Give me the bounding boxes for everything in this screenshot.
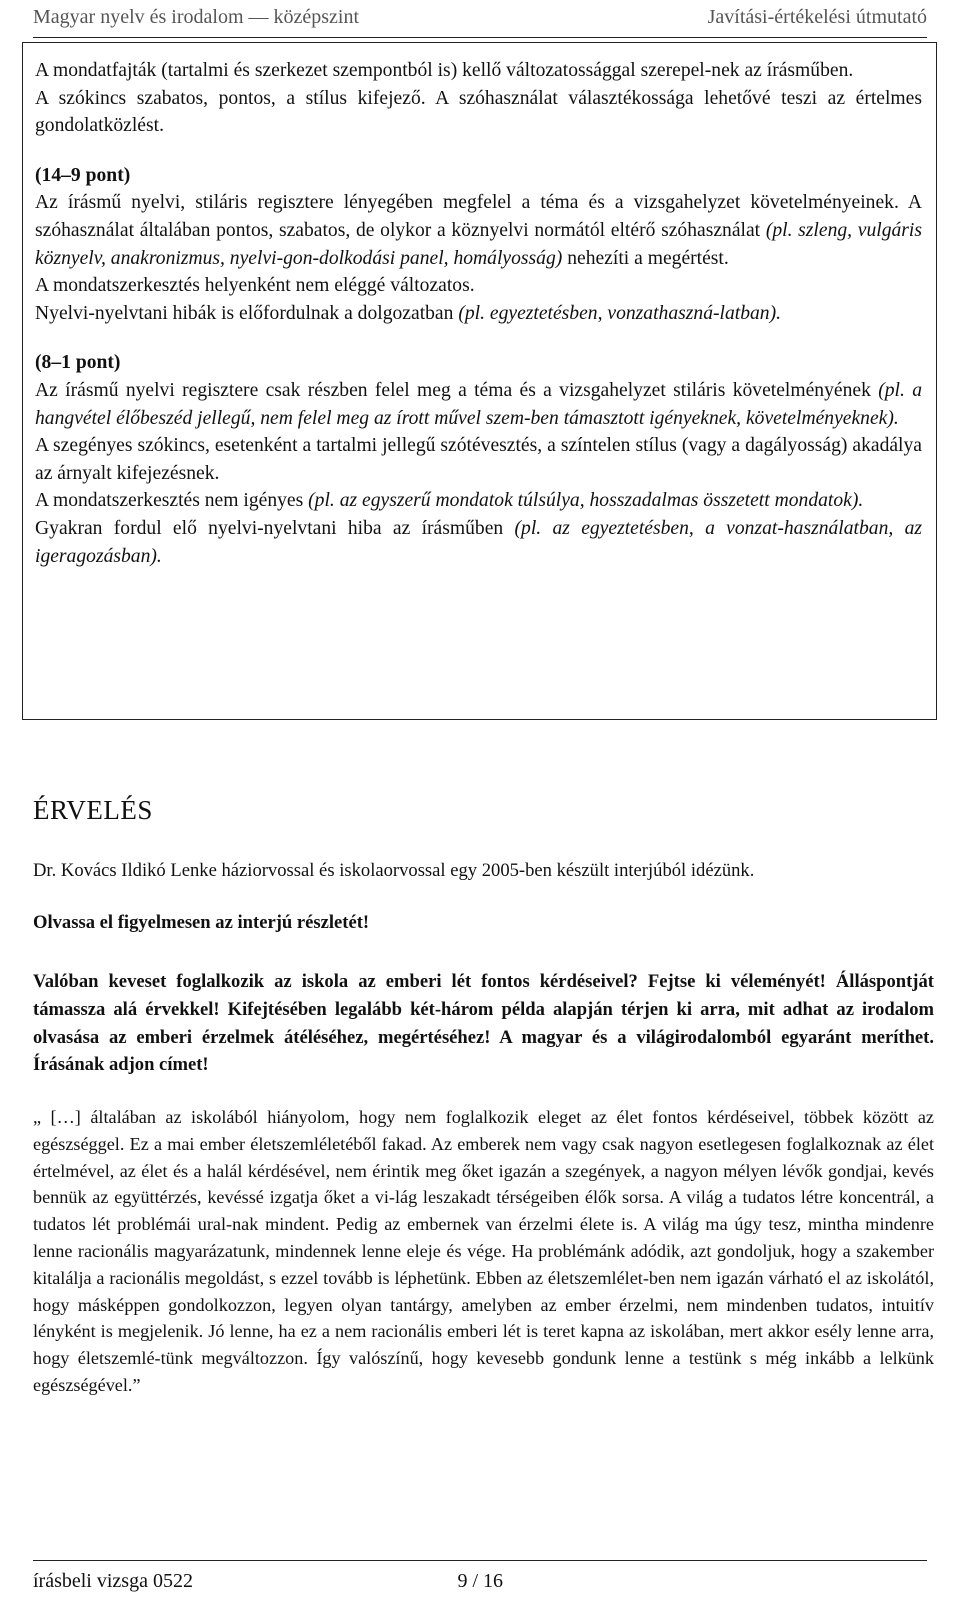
reading-instruction: Olvassa el figyelmesen az interjú részletét! [33,912,370,933]
page-header [33,0,927,38]
interview-quote: „ […] általában az iskolából hiányolom, hogy nem foglalkozik eleget az élet fontos kérdéseivel, többek között az egészséggel. Ez a mai ember életszemléletéből fakad. Az emberek nem vagy csak nagyon esetlegesen foglalkoznak az élet értelmével, az élet és a halál kérdésével, nem érintik meg őket igazán a szegények, a nagyon mélyen lévők gondjai, kevés bennük az együttérzés, kevéssé izgatja őket a vi-lág leszakadt térségeiben élők sorsa. A világ a tudatos létre koncentrál, a tudatos lét problémái ural-nak mindent. Pedig az embernek van érzelmi élete is. A világ ma úgy tesz, mintha mindenre lenne racionális magyarázatunk, mindennek lenne eleje és vége. Ha problémánk adódik, azt gondoljuk, hogy a szakember kitalálja a racionális megoldást, s ezzel tovább is léphetünk. Ebben az életszemlélet-ben nem igazán várható el az iskolától, hogy másképpen gondolkozzon, legyen olyan tantárgy, amelyben az ember érzelmi, nem mindenben tudatos, intuitív lényként is megjelenik. Jó lenne, ha ez a nem racionális emberi lét is teret kapna az iskolában, mert akkor esély lenne arra, hogy életszemlé-tünk megváltozzon. Így valószínű, hogy kevesebb gondunk lenne a testünk s még inkább a lelkünk egészségével.” [33,1107,934,1395]
score-band-8-1: (8–1 pont) [35,352,121,374]
essay-task: Valóban keveset foglalkozik az iskola az emberi lét fontos kérdéseivel? Fejtse ki véleményét! Álláspontját támassza alá érvekkel! Kifejtésében legalább két-három példa alapján térjen ki arra, mit adhat az irodalom olvasása az emberi érzelmek átéléséhez, megértéséhez! A magyar és a világirodalomból egyaránt meríthet. Írásának adjon címet! [33,971,934,1076]
exam-code: írásbeli vizsga 0522 [33,1570,193,1592]
score-band-14-9: (14–9 pont) [35,164,131,186]
criteria-paragraph-1: A mondatfajták (tartalmi és szerkezet szempontból is) kellő változatossággal szerepel-nek az írásműben. [35,60,854,81]
band-14-9-text-3: Nyelvi-nyelvtani hibák is előfordulnak a dolgozatban (pl. egyeztetésben, vonzathaszná-latban). [35,302,782,324]
band-14-9-text-2: A mondatszerkesztés helyenként nem eléggé változatos. [35,275,475,297]
band-8-1-text-3: A mondatszerkesztés nem igényes (pl. az egyszerű mondatok túlsúlya, hosszadalmas összetett mondatok). [35,490,864,512]
header-subject: Magyar nyelv és irodalom — középszint [33,6,360,28]
interview-intro: Dr. Kovács Ildikó Lenke háziorvossal és iskolaorvossal egy 2005-ben készült interjúból idézünk. [33,860,755,881]
band-8-1-text-4: Gyakran fordul elő nyelvi-nyelvtani hiba az írásműben (pl. az egyeztetésben, a vonzat-használatban, az igeragozásban). [35,517,922,567]
criteria-paragraph-2: A szókincs szabatos, pontos, a stílus kifejező. A szóhasználat választékossága lehetővé teszi az értelmes gondolatközlést. [35,87,922,137]
band-14-9-text-1: Az írásmű nyelvi, stiláris regisztere lényegében megfelel a téma és a vizsgahelyzet követelményeinek. A szóhasználat általában pontos, szabatos, de olykor a köznyelvi normától eltérő szóhasználat (pl. szleng, vulgáris köznyelv, anakronizmus, nyelvi-gon-dolkodási panel, homályosság) nehezíti a megértést. [35,192,922,269]
footer-divider [33,1560,927,1561]
section-title: ÉRVELÉS [33,795,153,825]
band-8-1-text-1: Az írásmű nyelvi regisztere csak részben felel meg a téma és a vizsgahelyzet stiláris követelményének (pl. a hangvétel élőbeszéd jellegű, nem felel meg az írott művel szem-ben támasztott igényeknek, követelményeknek). [35,379,923,429]
assessment-criteria-box [22,42,937,720]
header-guide-title: Javítási-értékelési útmutató [707,6,927,28]
page-number: 9 / 16 [457,1570,503,1592]
band-8-1-text-2: A szegényes szókincs, esetenként a tartalmi jellegű szótévesztés, a színtelen stílus (vagy a dagályosság) akadálya az árnyalt kifejezésnek. [35,435,922,484]
page-footer [33,1570,503,1593]
